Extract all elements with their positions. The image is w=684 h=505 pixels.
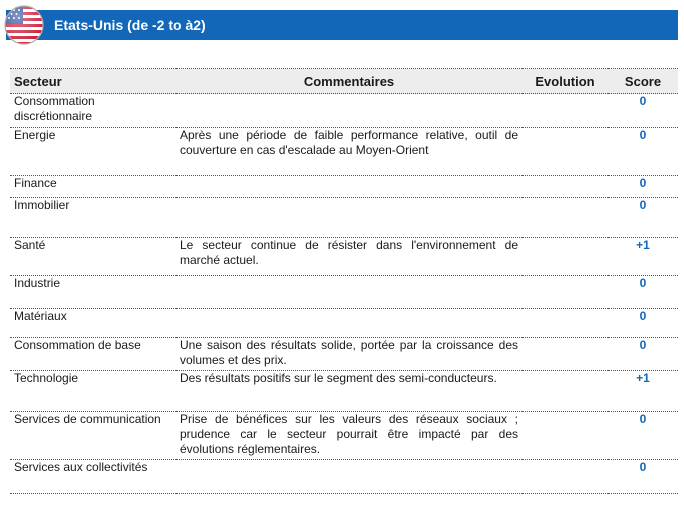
sector-cell: Santé bbox=[10, 238, 176, 276]
score-cell: +1 bbox=[608, 238, 678, 276]
sector-cell: Services de communication bbox=[10, 412, 176, 460]
comment-cell bbox=[176, 309, 522, 338]
sector-cell: Finance bbox=[10, 176, 176, 198]
table-row bbox=[10, 198, 678, 238]
table-row bbox=[10, 460, 678, 494]
table-row bbox=[10, 412, 678, 460]
evolution-cell bbox=[522, 276, 608, 309]
table-row bbox=[10, 309, 678, 338]
sector-cell: Consommation de base bbox=[10, 338, 176, 371]
evolution-cell bbox=[522, 198, 608, 238]
comment-cell: Des résultats positifs sur le segment des semi-conducteurs. bbox=[176, 371, 522, 412]
comment-cell: Après une période de faible performance relative, outil de couverture en cas d'escalade au Moyen-Orient bbox=[176, 128, 522, 176]
score-cell: 0 bbox=[608, 94, 678, 128]
banner-title: Etats-Unis (de -2 to à2) bbox=[54, 17, 206, 33]
header-comments: Commentaires bbox=[176, 69, 522, 94]
table-row bbox=[10, 371, 678, 412]
sector-cell: Matériaux bbox=[10, 309, 176, 338]
comment-cell: Le secteur continue de résister dans l'environnement de marché actuel. bbox=[176, 238, 522, 276]
country-banner bbox=[6, 10, 678, 40]
sector-cell: Technologie bbox=[10, 371, 176, 412]
table-row bbox=[10, 276, 678, 309]
evolution-cell bbox=[522, 460, 608, 494]
sector-cell: Immobilier bbox=[10, 198, 176, 238]
evolution-cell bbox=[522, 94, 608, 128]
comment-cell bbox=[176, 460, 522, 494]
comment-cell bbox=[176, 94, 522, 128]
table-row bbox=[10, 94, 678, 128]
comment-cell: Prise de bénéfices sur les valeurs des réseaux sociaux ; prudence car le secteur pourrait être impacté par des évolutions réglementaires. bbox=[176, 412, 522, 460]
evolution-cell bbox=[522, 412, 608, 460]
score-cell: 0 bbox=[608, 338, 678, 371]
score-cell: 0 bbox=[608, 309, 678, 338]
evolution-cell bbox=[522, 128, 608, 176]
evolution-cell bbox=[522, 176, 608, 198]
comment-cell bbox=[176, 176, 522, 198]
comment-cell bbox=[176, 276, 522, 309]
evolution-cell bbox=[522, 309, 608, 338]
sector-cell: Services aux collectivités bbox=[10, 460, 176, 494]
table-row bbox=[10, 238, 678, 276]
table-row bbox=[10, 176, 678, 198]
score-cell: 0 bbox=[608, 460, 678, 494]
evolution-cell bbox=[522, 338, 608, 371]
us-flag-icon bbox=[3, 4, 45, 46]
score-cell: +1 bbox=[608, 371, 678, 412]
score-cell: 0 bbox=[608, 128, 678, 176]
sector-cell: Industrie bbox=[10, 276, 176, 309]
score-cell: 0 bbox=[608, 412, 678, 460]
sector-table bbox=[10, 68, 678, 494]
table-header-row bbox=[10, 69, 678, 94]
comment-cell: Une saison des résultats solide, portée par la croissance des volumes et des prix. bbox=[176, 338, 522, 371]
score-cell: 0 bbox=[608, 198, 678, 238]
header-score: Score bbox=[608, 69, 678, 94]
table-row bbox=[10, 338, 678, 371]
table-row bbox=[10, 128, 678, 176]
comment-cell bbox=[176, 198, 522, 238]
score-cell: 0 bbox=[608, 176, 678, 198]
sector-cell: Energie bbox=[10, 128, 176, 176]
header-sector: Secteur bbox=[10, 69, 176, 94]
header-evolution: Evolution bbox=[522, 69, 608, 94]
evolution-cell bbox=[522, 371, 608, 412]
score-cell: 0 bbox=[608, 276, 678, 309]
sector-cell: Consommation discrétionnaire bbox=[10, 94, 176, 128]
evolution-cell bbox=[522, 238, 608, 276]
